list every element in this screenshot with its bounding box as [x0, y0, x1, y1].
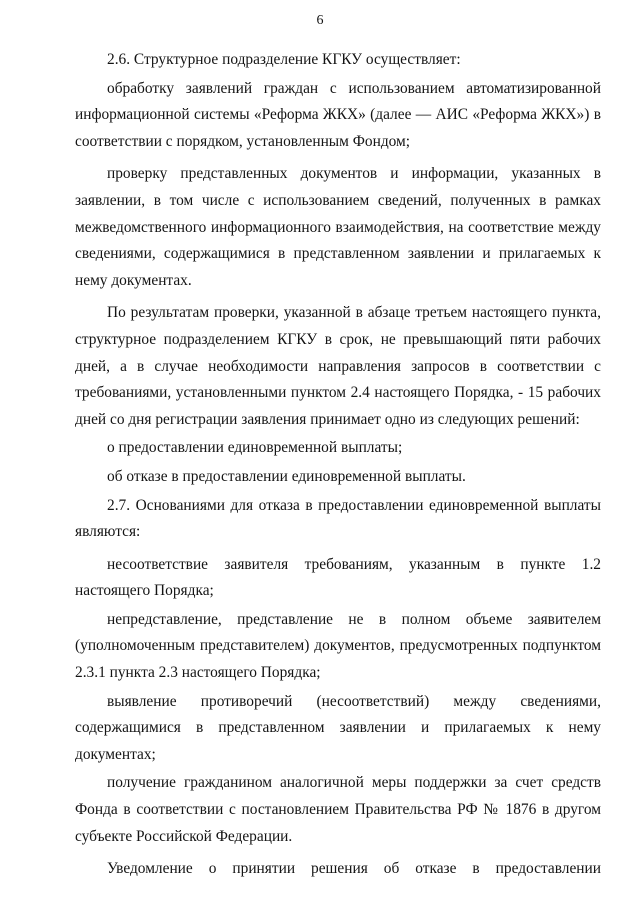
paragraph-verification-results: По результатам проверки, указанной в абзаце третьем настоящего пункта, структурное подразделением КГКУ в срок, не превышающий пяти рабочих дней, а в случае необходимости направления запросов в соответствии с требованиями, установленными пунктом 2.4 настоящего Порядка, - 15 рабочих дней со дня регистрации заявления принимает одно из следующих решений: — [75, 304, 601, 428]
paragraph-processing-applications: обработку заявлений граждан с использованием автоматизированной информационной системы «Реформа ЖКХ» (далее — АИС «Реформа ЖКХ») в соответствии с порядком, установленным Фондом; — [75, 79, 601, 150]
paragraph-refusal-ground-duplicate-support: получение гражданином аналогичной меры поддержки за счет средств Фонда в соответствии с постановлением Правительства РФ № 1876 в другом субъекте Российской Федерации. — [75, 774, 601, 845]
paragraph-refusal-ground-documents: непредставление, представление не в полном объеме заявителем (уполномоченным представителем) документов, предусмотренных подпунктом 2.3.1 пункта 2.3 настоящего Порядка; — [75, 610, 601, 682]
paragraph-refusal-ground-requirements: несоответствие заявителя требованиям, указанным в пункте 1.2 настоящего Порядка; — [75, 555, 601, 600]
page-number: 6 — [316, 13, 324, 28]
paragraph-decision-grant: о предоставлении единовременной выплаты; — [107, 439, 403, 457]
document-body — [75, 47, 601, 883]
paragraph-2-6-heading: 2.6. Структурное подразделение КГКУ осуществляет: — [107, 51, 461, 68]
paragraph-refusal-ground-contradictions: выявление противоречий (несоответствий) между сведениями, содержащимися в представленном заявлении и прилагаемых к нему документах; — [75, 692, 601, 763]
paragraph-document-verification: проверку представленных документов и информации, указанных в заявлении, в том числе с использованием сведений, полученных в рамках межведомственного информационного взаимодействия, на соответствие между сведениями, содержащимися в представленном заявлении и прилагаемых к нему документах. — [75, 165, 601, 289]
paragraph-refusal-notification: Уведомление о принятии решения об отказе в предоставлении — [107, 860, 601, 878]
paragraph-2-7-heading: 2.7. Основаниями для отказа в предоставлении единовременной выплаты являются: — [75, 496, 601, 541]
paragraph-decision-refusal: об отказе в предоставлении единовременной выплаты. — [107, 467, 466, 485]
